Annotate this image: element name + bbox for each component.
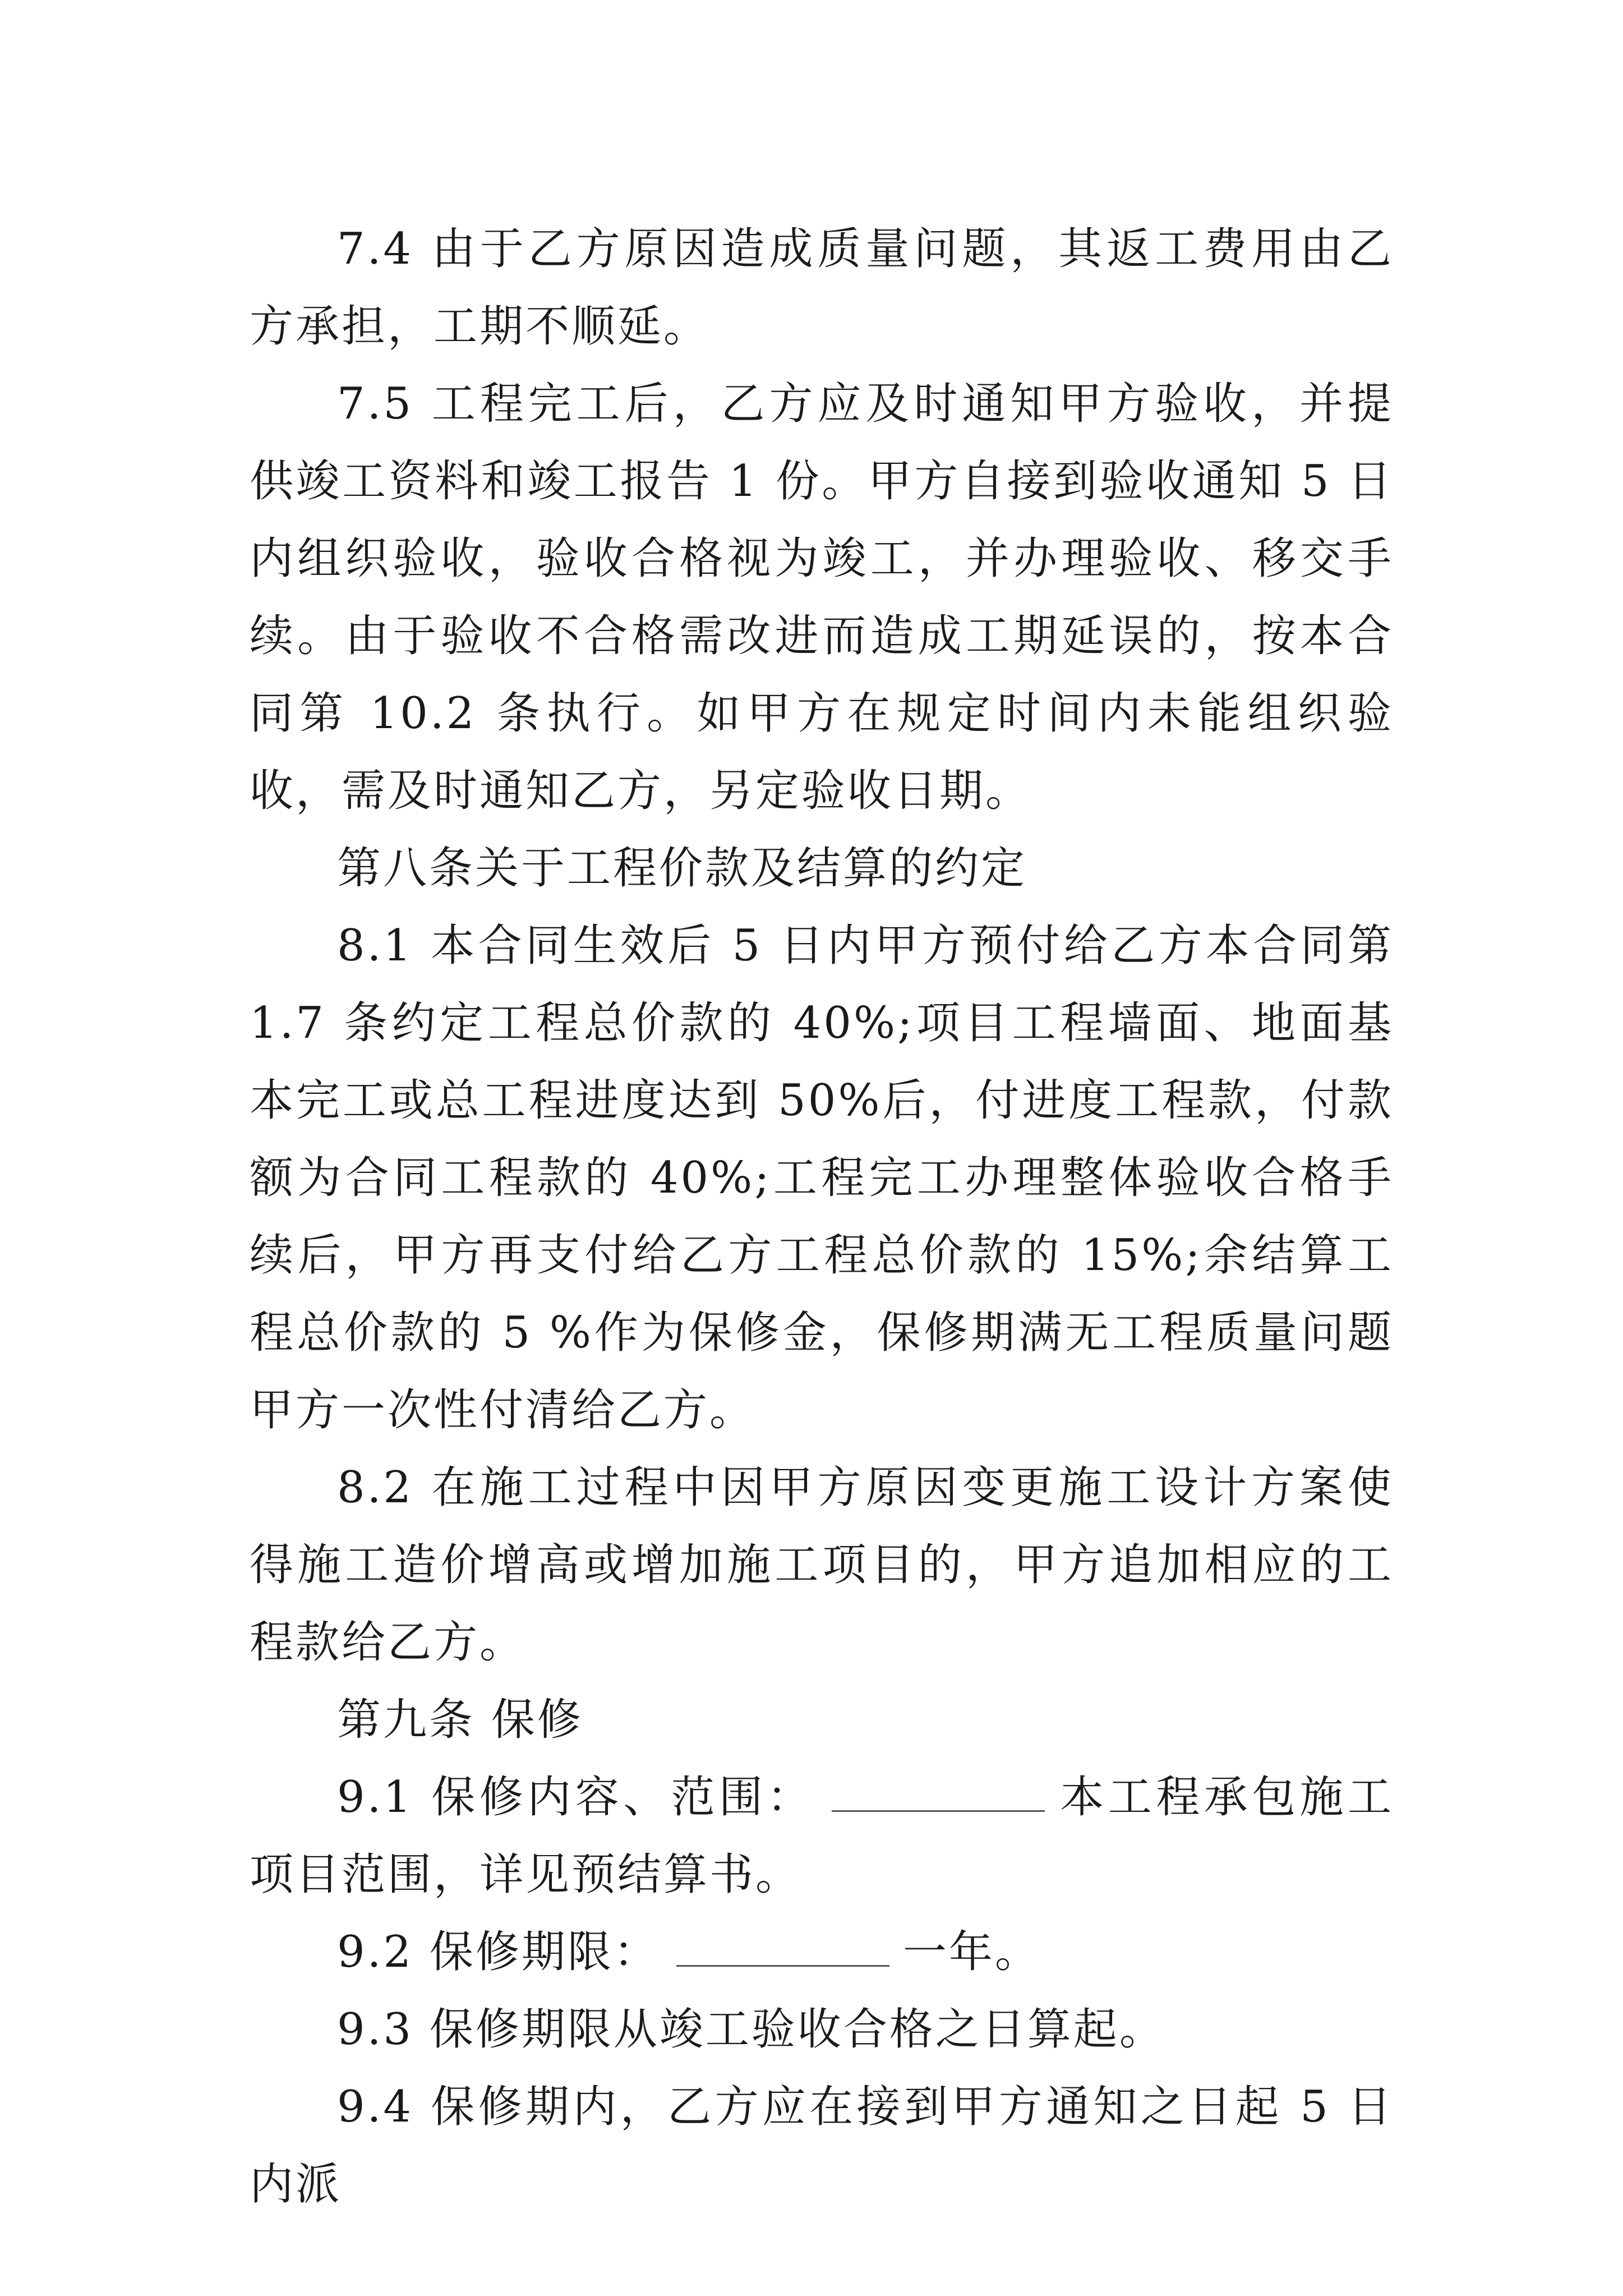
- article-9-heading: 第九条 保修: [337, 1695, 583, 1745]
- clause-8-2: 8.2 在施工过程中因甲方原因变更施工设计方案使得施工造价增高或增加施工项目的，甲方追加相应的工程款给乙方。: [250, 1462, 1394, 1668]
- clause-7-5: 7.5 工程完工后，乙方应及时通知甲方验收，并提供竣工资料和竣工报告 1 份。甲方自接到验收通知 5 日内组织验收，验收合格视为竣工，并办理验收、移交手续。由于验收不合格需改进而造成工期延误的，按本合同第 10.2 条执行。如甲方在规定时间内未能组织验收，需及时通知乙方，另定验收日期。: [250, 379, 1394, 816]
- clause-7-4: 7.4 由于乙方原因造成质量问题，其返工费用由乙方承担，工期不顺延。: [250, 224, 1394, 352]
- clause-9-2: [250, 1913, 1394, 1991]
- clause-9-4: 9.4 保修期内，乙方应在接到甲方通知之日起 5 日内派: [250, 2082, 1394, 2210]
- clause-9-2-suffix: 一年。: [902, 1927, 1041, 1977]
- document-body: [250, 210, 1394, 2223]
- article-8-heading: 第八条关于工程价款及结算的约定: [337, 843, 1027, 894]
- period-blank-line: [676, 1931, 889, 1967]
- clause-9-1-prefix: 9.1 保修内容、范围：: [337, 1772, 815, 1823]
- clause-9-2-prefix: 9.2 保修期限：: [337, 1927, 660, 1977]
- clause-9-1: [250, 1759, 1394, 1913]
- clause-8-1: 8.1 本合同生效后 5 日内甲方预付给乙方本合同第 1.7 条约定工程总价款的 40%;项目工程墙面、地面基本完工或总工程进度达到 50%后，付进度工程款，付款额为合同工程款的 40%;工程完工办理整体验收合格手续后，甲方再支付给乙方工程总价款的 15%;余结算工程总价款的 5 %作为保修金，保修期满无工程质量问题甲方一次性付清给乙方。: [250, 921, 1394, 1435]
- clause-9-1-suffix: 本工程承包施工项目范围，详见预结算书。: [250, 1772, 1394, 1900]
- scope-blank-line: [832, 1777, 1045, 1812]
- clause-9-3: 9.3 保修期限从竣工验收合格之日算起。: [337, 2004, 1165, 2055]
